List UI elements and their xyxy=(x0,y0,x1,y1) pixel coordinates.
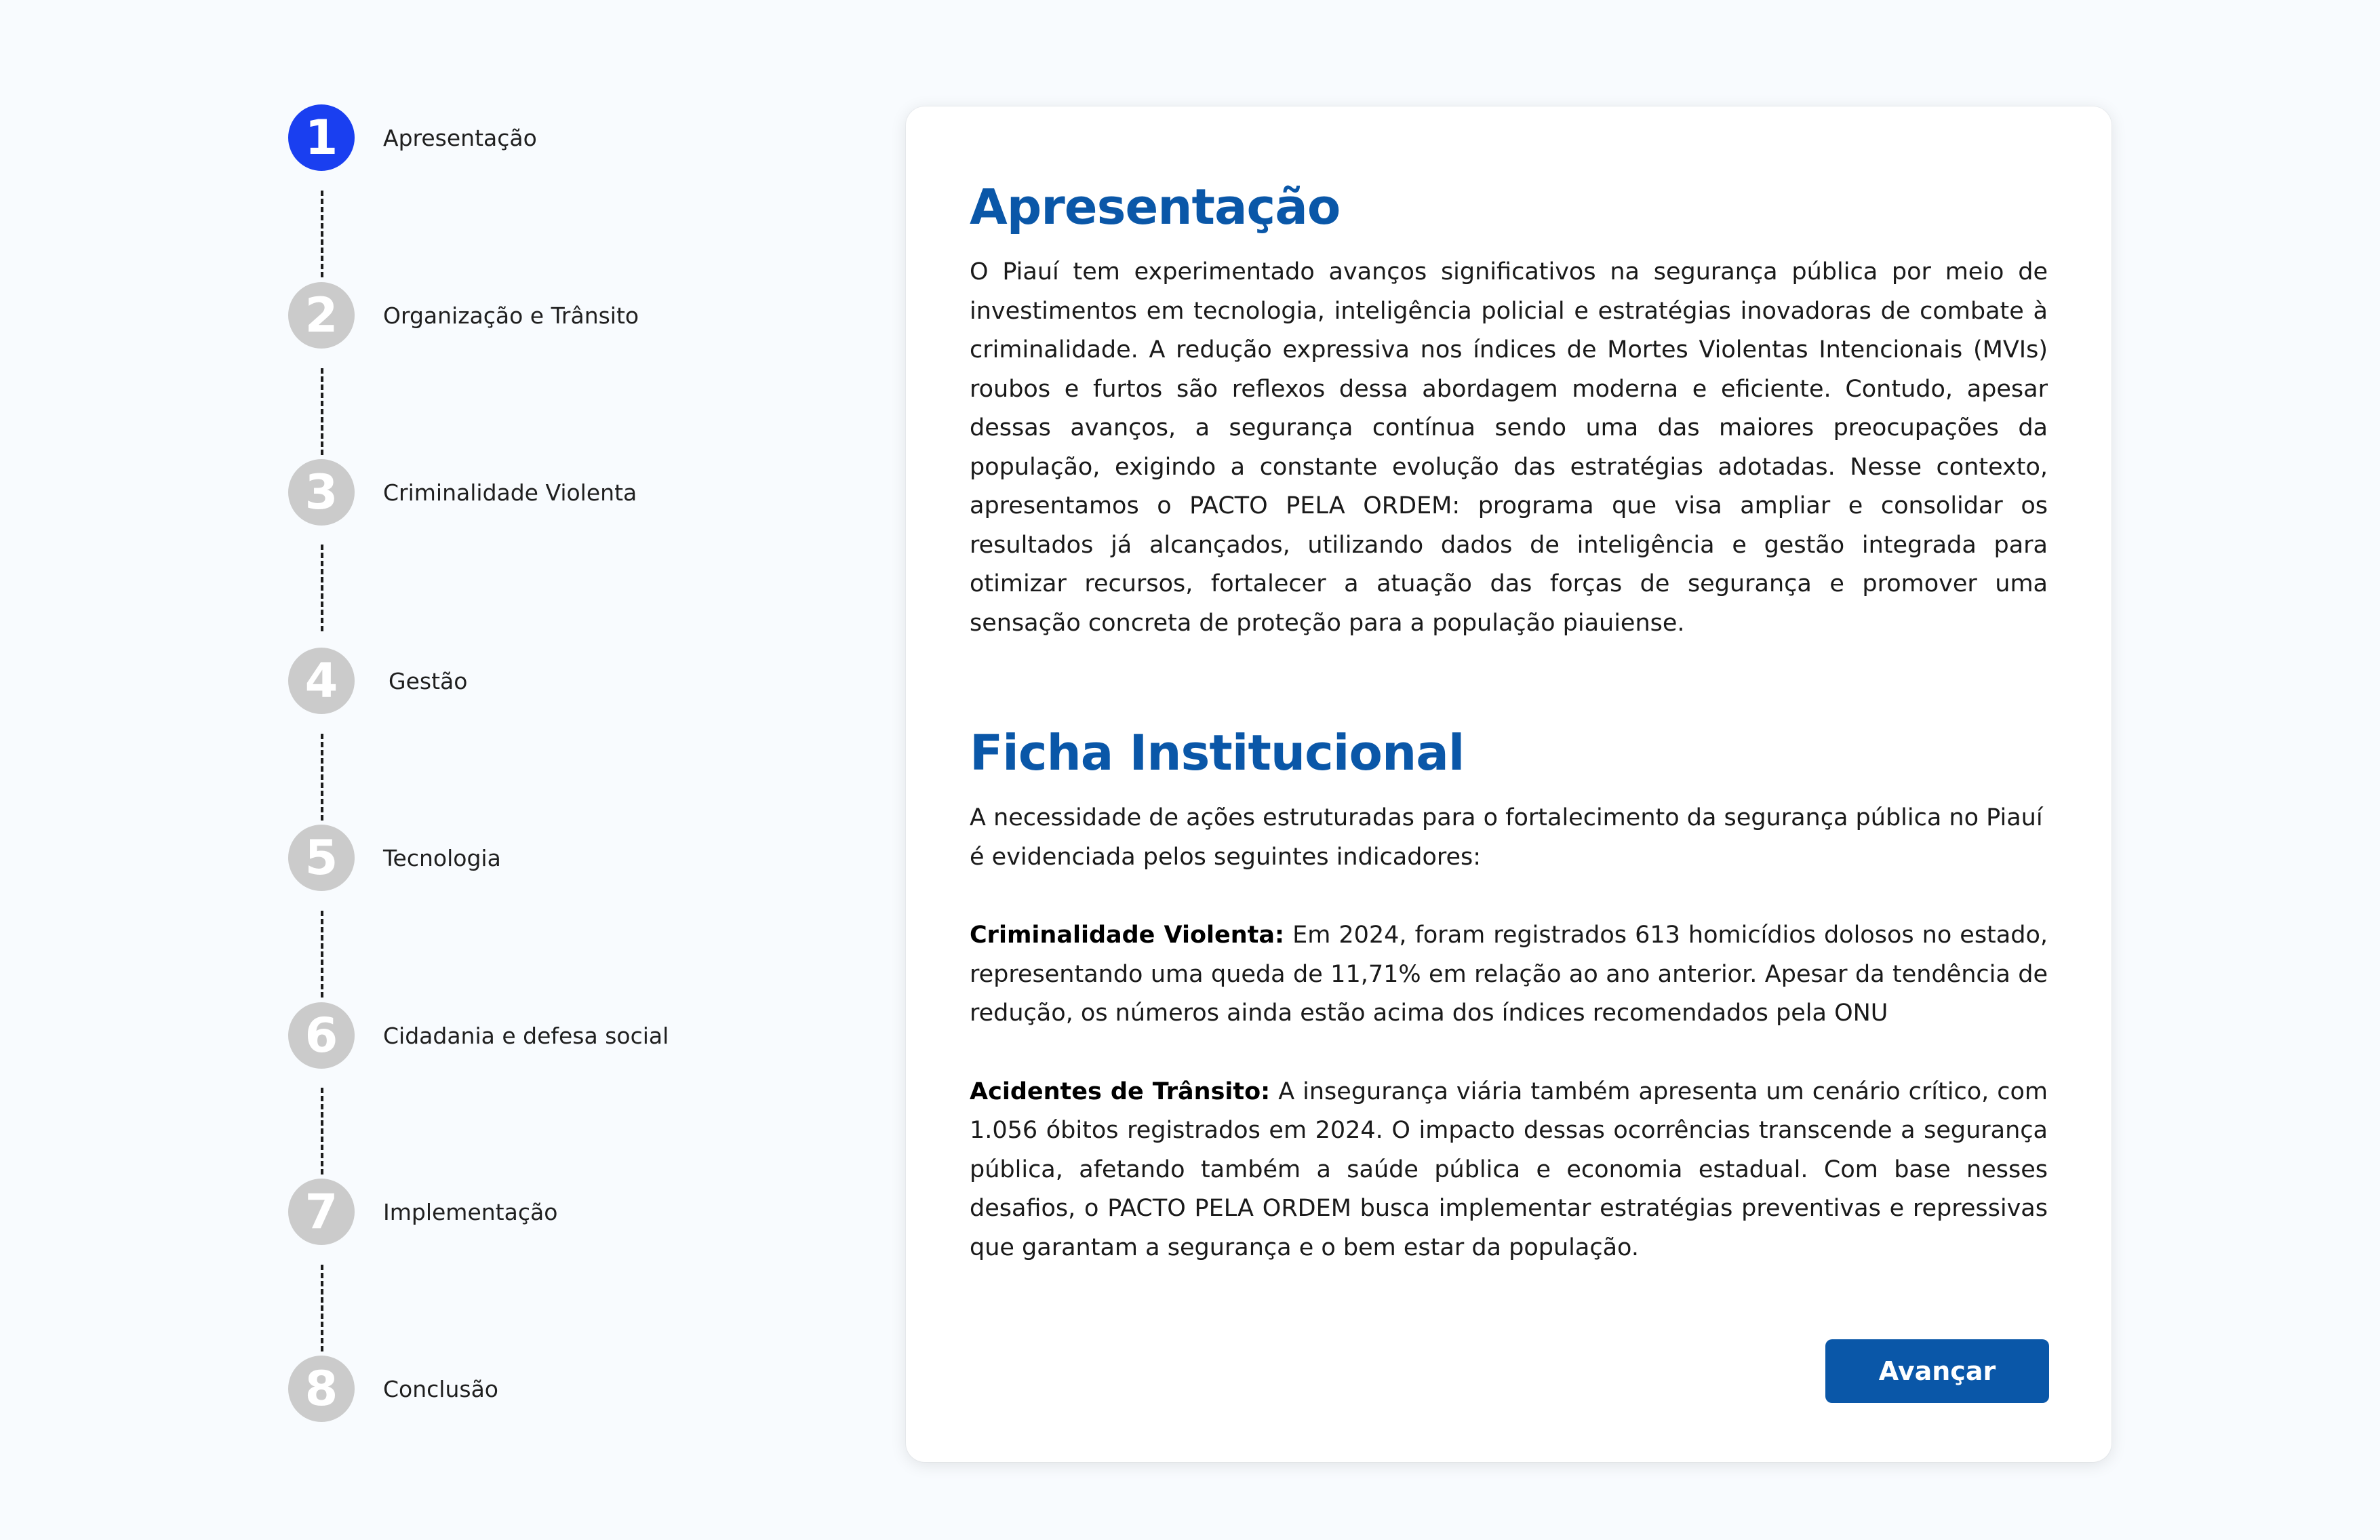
indicator-label: Criminalidade Violenta: xyxy=(970,922,1285,949)
step-label: Organização e Trânsito xyxy=(383,302,639,329)
step-number-badge: 5 xyxy=(288,825,355,891)
step-connector xyxy=(321,368,323,455)
step-connector xyxy=(321,1088,323,1174)
ficha-intro-paragraph: A necessidade de ações estruturadas para o fortalecimento da segurança pública no Piauí é evidenciada pelos seguintes indicadores: xyxy=(970,804,2043,871)
step-number-badge: 7 xyxy=(288,1179,355,1245)
step-connector xyxy=(321,191,323,277)
apresentacao-title: Apresentação xyxy=(970,178,1341,235)
step-number-badge: 6 xyxy=(288,1002,355,1069)
step-label: Gestão xyxy=(389,667,468,694)
indicator-transito xyxy=(970,1073,2048,1268)
step-4[interactable] xyxy=(288,648,467,714)
indicator-label: Acidentes de Trânsito: xyxy=(970,1078,1271,1105)
step-2[interactable] xyxy=(288,282,639,349)
indicator-text: Em 2024, foram registrados 613 homicídios dolosos no estado, representando uma queda de 11,71% em relação ao ano anterior. Apesar da tendência de redução, os números ainda estão acima dos índices recomendados pela ONU xyxy=(970,922,2048,1027)
avancar-button[interactable]: Avançar xyxy=(1825,1339,2049,1403)
step-number-badge: 1 xyxy=(288,104,355,171)
step-connector xyxy=(321,911,323,998)
ficha-title: Ficha Institucional xyxy=(970,724,1465,781)
step-5[interactable] xyxy=(288,825,501,891)
step-connector xyxy=(321,734,323,821)
step-3[interactable] xyxy=(288,459,637,526)
step-label: Tecnologia xyxy=(383,844,501,871)
step-number-badge: 4 xyxy=(288,648,355,714)
indicator-criminalidade xyxy=(970,916,2048,1033)
step-6[interactable] xyxy=(288,1002,669,1069)
step-connector xyxy=(321,545,323,631)
step-1[interactable] xyxy=(288,104,537,171)
apresentacao-paragraph: O Piauí tem experimentado avanços significativos na segurança pública por meio de investimentos em tecnologia, inteligência policial e estratégias inovadoras de combate à criminalidade. A redução expressiva nos índices de Mortes Violentas Intencionais (MVIs) roubos e furtos são reflexos dessa abordagem moderna e eficiente. Contudo, apesar dessas avanços, a segurança contínua sendo uma das maiores preocupações da população, exigindo a constante evolução das estratégias adotadas. Nesse contexto, apresentamos o PACTO PELA ORDEM: programa que visa ampliar e consolidar os resultados já alcançados, utilizando dados de inteligência e gestão integrada para otimizar recursos, fortalecer a atuação das forças de segurança e promover uma sensação concreta de proteção para a população piauiense. xyxy=(970,258,2048,637)
step-label: Conclusão xyxy=(383,1375,498,1402)
step-label: Implementação xyxy=(383,1198,558,1225)
content-body xyxy=(970,174,2048,1267)
step-label: Cidadania e defesa social xyxy=(383,1022,669,1049)
step-number-badge: 2 xyxy=(288,282,355,349)
step-8[interactable] xyxy=(288,1356,498,1422)
step-connector xyxy=(321,1265,323,1351)
step-label: Apresentação xyxy=(383,124,537,151)
content-card xyxy=(906,106,2111,1462)
step-label: Criminalidade Violenta xyxy=(383,479,637,506)
indicator-text: A insegurança viária também apresenta um cenário crítico, com 1.056 óbitos registrados em 2024. O impacto dessas ocorrências transcende a segurança pública, afetando também a saúde pública e economia estadual. Com base nesses desafios, o PACTO PELA ORDEM busca implementar estratégias preventivas e repressivas que garantam a segurança e o bem estar da população. xyxy=(970,1078,2048,1261)
step-number-badge: 8 xyxy=(288,1356,355,1422)
step-number-badge: 3 xyxy=(288,459,355,526)
step-7[interactable] xyxy=(288,1179,557,1245)
